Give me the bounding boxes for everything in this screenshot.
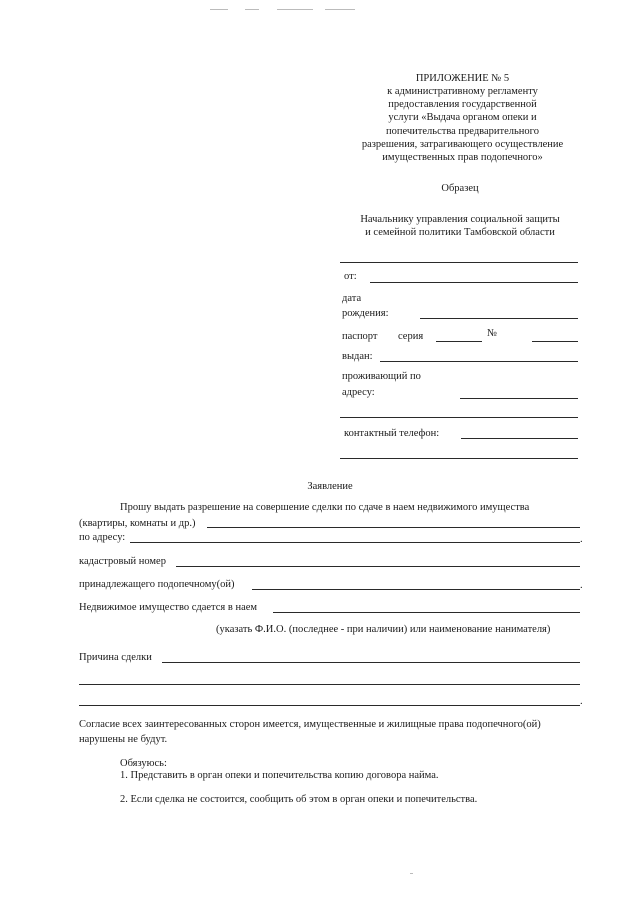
appendix-line: предоставления государственной — [388, 99, 537, 111]
birth-date-label-1: дата — [342, 293, 362, 304]
scan-artifact — [277, 9, 313, 10]
passport-series-field[interactable] — [436, 341, 482, 342]
reason-label: Причина сделки — [79, 652, 152, 663]
residing-label-1: проживающий по — [342, 371, 421, 382]
addressee-line: Начальнику управления социальной защиты — [360, 214, 560, 225]
property-type-field[interactable] — [207, 527, 580, 528]
phone-label: контактный телефон: — [344, 428, 440, 439]
scan-artifact — [410, 873, 413, 874]
number-label: № — [487, 328, 498, 339]
statement-title: Заявление — [307, 481, 353, 492]
obligations-title: Обязуюсь: — [120, 758, 167, 769]
period-mark: . — [580, 534, 583, 545]
passport-number-field[interactable] — [532, 341, 578, 342]
appendix-line: попечительства предварительного — [386, 125, 539, 137]
addressee-line: и семейной политики Тамбовской области — [365, 227, 555, 239]
obligation-2: 2. Если сделка не состоится, сообщить об этом в орган опеки и попечительства. — [120, 794, 478, 805]
scan-artifact — [325, 9, 355, 10]
scan-artifact — [210, 9, 228, 10]
appendix-line: к административному регламенту — [387, 86, 538, 98]
phone-field-1[interactable] — [461, 438, 578, 439]
passport-label: паспорт — [342, 331, 378, 342]
name-line[interactable] — [340, 262, 578, 263]
belonging-field[interactable] — [252, 589, 580, 590]
cadastral-field[interactable] — [176, 566, 580, 567]
appendix-line: разрешения, затрагивающего осуществление — [361, 138, 564, 150]
sample-label: Образец — [441, 183, 479, 194]
from-label: от: — [344, 271, 357, 282]
phone-field-2[interactable] — [340, 458, 578, 459]
belonging-label: принадлежащего подопечному(ой) — [79, 579, 235, 590]
issued-label: выдан: — [342, 351, 373, 362]
appendix-title: ПРИЛОЖЕНИЕ № 5 — [415, 73, 510, 84]
rented-to-label: Недвижимое имущество сдается в наем — [79, 602, 258, 613]
reason-field-1[interactable] — [162, 662, 580, 663]
property-address-field[interactable] — [130, 542, 580, 543]
request-line-2: (квартиры, комнаты и др.) — [79, 518, 196, 529]
address-label: по адресу: — [79, 532, 126, 543]
tenant-hint: (указать Ф.И.О. (последнее - при наличии) или наименование нанимателя) — [216, 624, 551, 635]
address-field-1[interactable] — [460, 398, 578, 399]
residing-label-2: адресу: — [342, 387, 375, 398]
obligation-1: 1. Представить в орган опеки и попечительства копию договора найма. — [120, 770, 439, 781]
addressee-block — [330, 213, 590, 239]
consent-line-2: нарушены не будут. — [79, 734, 168, 745]
period-mark: . — [580, 580, 583, 591]
reason-field-2[interactable] — [79, 684, 580, 685]
address-field-2[interactable] — [340, 417, 578, 418]
appendix-block — [300, 72, 625, 164]
reason-field-3[interactable] — [79, 705, 580, 706]
period-mark: . — [580, 696, 583, 707]
tenant-field[interactable] — [273, 612, 580, 613]
from-field[interactable] — [370, 282, 578, 283]
cadastral-label: кадастровый номер — [79, 556, 166, 567]
birth-date-field[interactable] — [420, 318, 578, 319]
request-line-1: Прошу выдать разрешение на совершение сделки по сдаче в наем недвижимого имущества — [120, 502, 530, 513]
appendix-line: услуги «Выдача органом опеки и — [388, 112, 537, 124]
birth-date-label-2: рождения: — [342, 308, 389, 319]
issued-field[interactable] — [380, 361, 578, 362]
series-label: серия — [398, 331, 424, 342]
consent-line-1: Согласие всех заинтересованных сторон имеется, имущественные и жилищные права подопечного(ой) — [79, 719, 541, 730]
scan-artifact — [245, 9, 259, 10]
appendix-line: имущественных прав подопечного» — [382, 151, 543, 163]
